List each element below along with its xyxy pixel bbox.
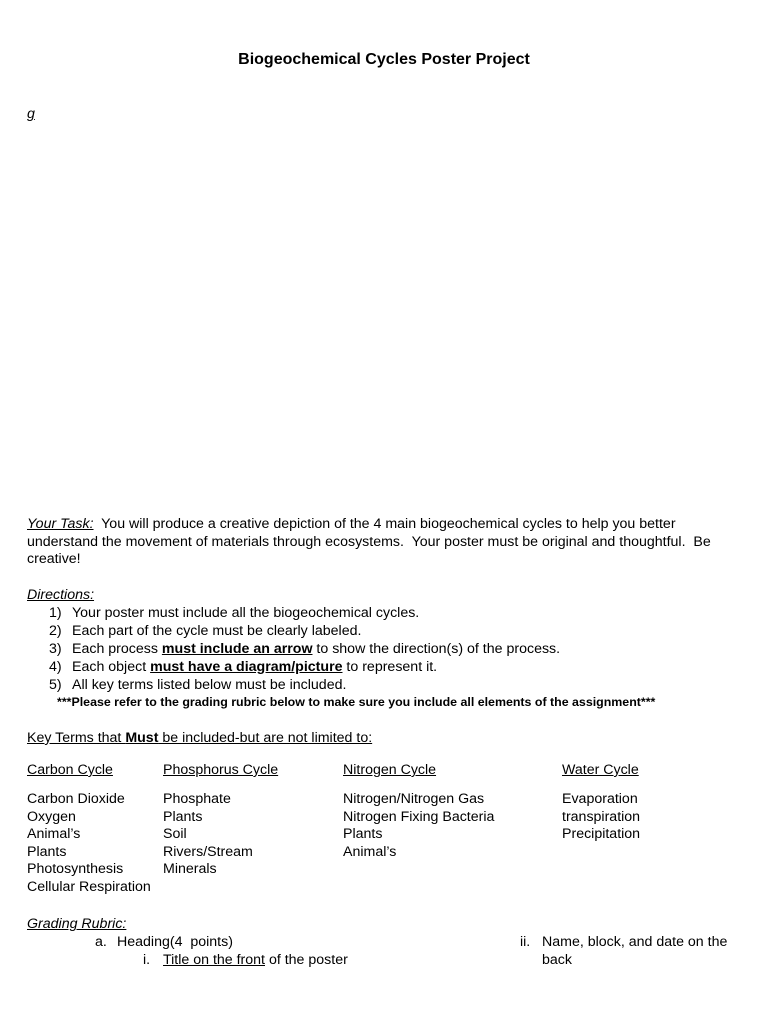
directions-label: Directions:	[27, 587, 95, 603]
column-header: Water Cycle	[562, 762, 639, 778]
rubric-item-ii-marker: ii.	[520, 934, 531, 950]
term: Cellular Respiration	[27, 878, 151, 895]
term: Precipitation	[562, 826, 641, 843]
directions-item	[49, 623, 361, 641]
rubric-note: ***Please refer to the grading rubric below to make sure you include all elements of the assignment***	[57, 695, 656, 709]
term: Evaporation	[562, 791, 638, 807]
key-terms-heading	[27, 730, 372, 748]
task-text: You will produce a creative depiction of the 4 main biogeochemical cycles to help you better understand the movement of materials through ecosystems. Your poster must be original and thoughtful. Be creative!	[27, 516, 715, 568]
term: transpiration	[562, 808, 641, 825]
term: Nitrogen/Nitrogen Gas	[343, 791, 485, 807]
key-terms-text: Key Terms that	[27, 730, 126, 746]
item-text: All key terms listed below must be included.	[72, 677, 347, 693]
rubric-item-i	[143, 952, 348, 970]
item-text-rest: to show the direction(s) of the process.	[312, 641, 561, 657]
item-number: 5)	[49, 677, 62, 693]
directions-item	[49, 605, 419, 623]
term: Minerals	[163, 861, 217, 878]
item-marker: i.	[143, 952, 151, 968]
column-header: Phosphorus Cycle	[163, 762, 279, 778]
carbon-cycle-column	[27, 762, 151, 897]
item-number: 2)	[49, 623, 62, 639]
term: Animal’s	[27, 826, 81, 843]
rubric-item-a	[95, 934, 233, 952]
item-text-rest: to represent it.	[342, 659, 438, 675]
page-title: Biogeochemical Cycles Poster Project	[238, 51, 530, 68]
item-text: Heading(4 points)	[117, 934, 233, 950]
item-number: 4)	[49, 659, 62, 675]
key-terms-bold: Must	[125, 730, 159, 746]
term: Soil	[163, 826, 187, 843]
task-label: Your Task:	[27, 516, 94, 532]
term: Photosynthesis	[27, 861, 124, 878]
item-text: Each object	[72, 659, 151, 675]
rubric-item-ii-text: Name, block, and date on the back	[542, 934, 728, 968]
rubric-label: Grading Rubric:	[27, 916, 127, 932]
phosphorus-cycle-column	[163, 762, 278, 879]
term: Rivers/Stream	[163, 843, 253, 860]
term: Phosphate	[163, 791, 231, 807]
term: Oxygen	[27, 808, 76, 825]
item-marker: a.	[95, 934, 107, 950]
term: Nitrogen Fixing Bacteria	[343, 808, 495, 825]
term: Plants	[163, 808, 203, 825]
item-emphasis: must have a diagram/picture	[150, 659, 343, 675]
term: Plants	[27, 843, 67, 860]
nitrogen-cycle-column	[343, 762, 494, 861]
task-paragraph	[27, 516, 739, 569]
directions-item	[49, 641, 560, 659]
directions-item	[49, 659, 437, 677]
key-terms-text-rest: be included-but are not limited to:	[158, 730, 373, 746]
term: Animal’s	[343, 843, 397, 860]
stray-character: g	[27, 106, 35, 122]
item-text: Each process	[72, 641, 162, 657]
item-number: 3)	[49, 641, 62, 657]
term: Plants	[343, 826, 383, 843]
item-text: Each part of the cycle must be clearly labeled.	[72, 623, 362, 639]
item-text: Your poster must include all the biogeochemical cycles.	[72, 605, 420, 621]
item-text: of the poster	[265, 952, 348, 968]
term: Carbon Dioxide	[27, 791, 125, 807]
column-header: Nitrogen Cycle	[343, 762, 437, 778]
directions-item	[49, 677, 346, 695]
item-number: 1)	[49, 605, 62, 621]
item-emphasis: must include an arrow	[161, 641, 313, 657]
item-underlined-text: Title on the front	[163, 952, 265, 968]
water-cycle-column	[562, 762, 640, 844]
column-header: Carbon Cycle	[27, 762, 113, 778]
